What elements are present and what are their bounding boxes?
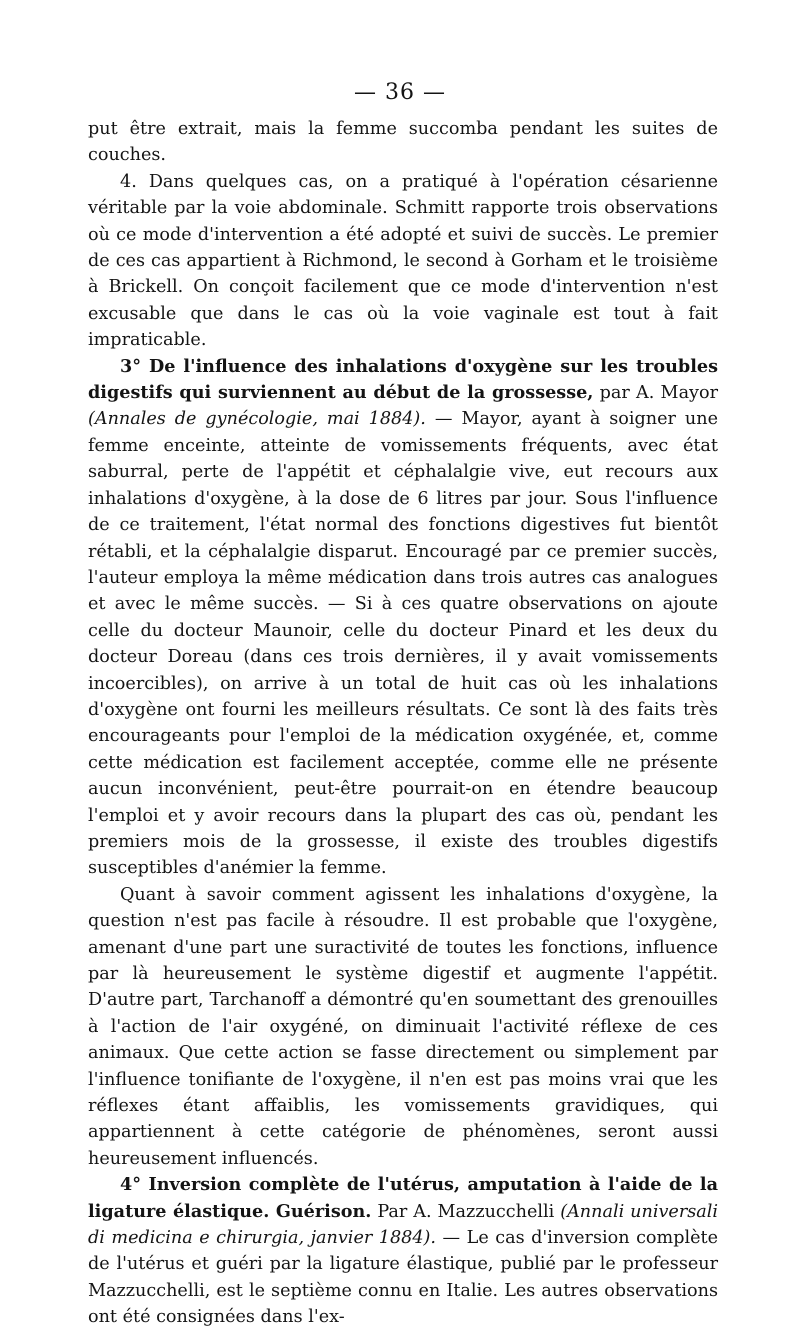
paragraph-text: — Le cas d'inversion complète de l'utérus et guéri par la ligature élastique, publié par le professeur Mazzucchelli, est le septième connu en Italie. Les autres observations ont été consignées dans l'ex- (88, 1228, 718, 1328)
section-title: 3° De l'influence des inhalations d'oxygène sur les troubles digestifs qui surviennent au début de la grossesse, (88, 355, 718, 404)
section-author: Par A. Mazzucchelli (371, 1201, 561, 1222)
paragraph-text: — Mayor, ayant à soigner une femme enceinte, atteinte de vomissements fréquents, avec état saburral, perte de l'appétit et céphalalgie vive, eut recours aux inhalations d'oxygène, à la dose de 6 litres par jour. Sous l'influence de ce traitement, l'état normal des fonctions digestives fut bientôt rétabli, et la céphalalgie disparut. Encouragé par ce premier succès, l'auteur employa la même médication dans trois autres cas analogues et avec le même succès. — Si à ces quatre observations on ajoute celle du docteur Maunoir, celle du docteur Pinard et les deux du docteur Doreau (dans ces trois dernières, il y avait vomissements incoercibles), on arrive à un total de huit cas où les inhalations d'oxygène ont fourni les meilleurs résultats. Ce sont là des faits très encourageants pour l'emploi de la médication oxygénée, et, comme cette médication est facilement acceptée, comme elle ne présente aucun inconvénient, peut-être pourrait-on en étendre beaucoup l'emploi et y avoir recours dans la plupart des cas où, pendant les premiers mois de la grossesse, il existe des troubles digestifs susceptibles d'anémier la femme. (88, 409, 718, 879)
paragraph-text: Quant à savoir comment agissent les inhalations d'oxygène, la question n'est pas facile à résoudre. Il est probable que l'oxygène, amenant d'une part une suractivité de toutes les fonctions, influence par là heureusement le système digestif et augmente l'appétit. D'autre part, Tarchanoff a démontré qu'en soumettant des grenouilles à l'action de l'air oxygéné, on diminuait l'activité réflexe de ces animaux. Que cette action se fasse directement ou simplement par l'influence tonifiante de l'oxygène, il n'en est pas moins vrai que les réflexes étant affaiblis, les vomissements gravidiques, qui appartiennent à cette catégorie de phénomènes, seront aussi heureusement influencés. (88, 884, 718, 1169)
section-author: par A. Mayor (593, 383, 718, 404)
paragraph-text: 4. Dans quelques cas, on a pratiqué à l'opération césarienne véritable par la voie abdominale. Schmitt rapporte trois observations où ce mode d'intervention a été adopté et suivi de succès. Le premier de ces cas appartient à Richmond, le second à Gorham et le troisième à Brickell. On conçoit facilement que ce mode d'intervention n'est excusable que dans le cas où la voie vaginale est tout à fait impraticable. (88, 171, 718, 351)
paragraph-cesarean (88, 169, 718, 354)
section-source: (Annales de gynécologie, mai 1884). (88, 409, 426, 430)
text-block (88, 116, 718, 1331)
page-number: — 36 — (354, 80, 446, 105)
paragraph-continuation (88, 116, 718, 169)
paragraph-inversion-section (88, 1172, 718, 1330)
paragraph-text: put être extrait, mais la femme succomba pendant les suites de couches. (88, 119, 718, 166)
paragraph-oxygen-mechanism (88, 882, 718, 1172)
section-source: (Annali universali di medicina e chirurgia, janvier 1884). (88, 1201, 719, 1249)
paragraph-oxygen-section (88, 354, 718, 882)
section-title: 4° Inversion complète de l'utérus, amputation à l'aide de la ligature élastique. Guérison. (88, 1174, 718, 1222)
